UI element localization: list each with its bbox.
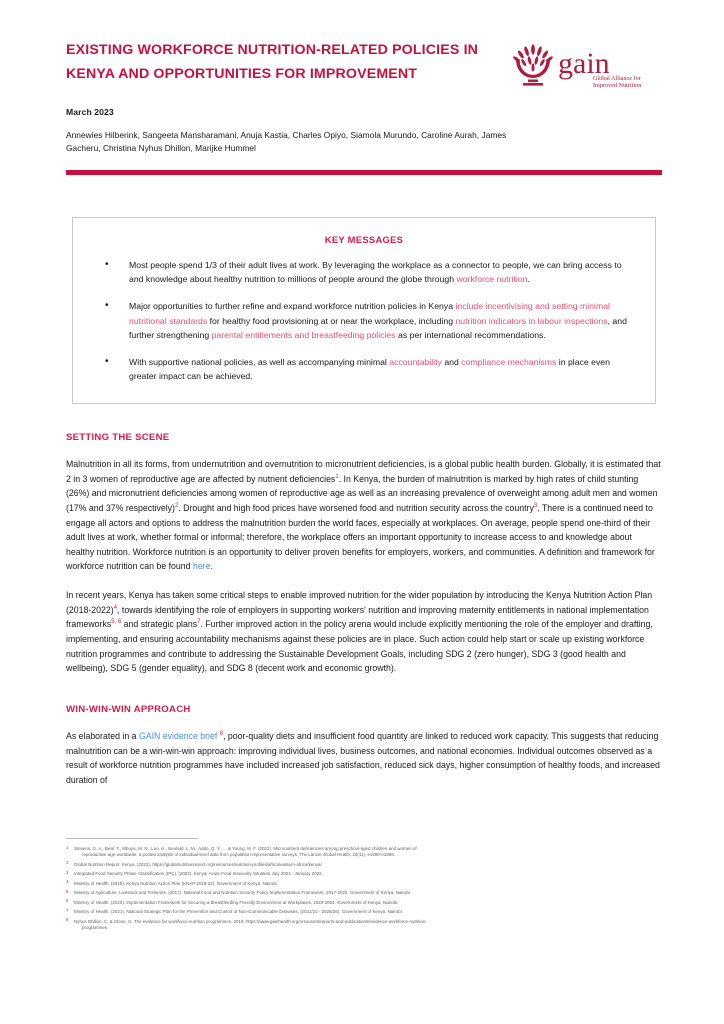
author-list: Annewies Hilberink, Sangeeta Mansharamani, Anuja Kastia, Charles Opiyo, Siamola Murundo, Caroline Aurah, James Gacheru, Christina Nyhus Dhillon, Marijke Hummel [66,130,507,153]
footnote-item [66,919,666,932]
footnote-text: Ministry of Health. (2018). Kenya Nutrition Action Plan (KNAP 2018-22). Government of Kenya. Nairobi. [74,880,278,886]
footnote-reference[interactable]: 8 [219,731,224,738]
footnote-reference[interactable]: 5, 6 [111,619,122,626]
paragraph-text: Malnutrition in all its forms, from undernutrition and overnutrition to micronutrient deficiencies, is a global public health burden. Globally, it is estimated that 2 in 3 women of reproductive age are affected by nutrient deficiencies [66,458,661,484]
footnote-text: Ministry of Health. (2021). National Strategic Plan for the Prevention and Control of Non-Communicable Diseases, (2021/22 - 2025/26). Government of Kenya. Nairobi. [74,909,403,915]
footnote-item [66,890,666,896]
paragraph-text: , poor-quality diets and insufficient food quantity are linked to reduced work capacity. This suggests that reducing malnutrition can be a win-win-win approach: improving individual lives, business outcomes, and national economies. Individual outcomes observed as a result of workforce nutrition programmes have included increased job satisfaction, reduced sick days, higher consumption of healthy foods, and increased duration of [66,731,660,786]
gain-logo [510,38,662,88]
key-message-highlight: accountability [389,356,442,367]
paragraph-text: , towards identifying the role of employers in supporting workers' nutrition and improving maternity entitlements in national implementation frameworks [66,604,649,630]
footnote-continuation: programmes [82,925,108,931]
footnote-item [66,881,666,887]
footnote-item [66,846,666,859]
footnote-number: 8 [66,917,69,923]
footnote-reference[interactable]: 2 [174,502,179,509]
page-title [66,38,506,87]
paragraph-text: In recent years, Kenya has taken some critical steps to enable improved nutrition for the wider population by introducing the Kenya Nutrition Action Plan (2018-2022) [66,590,653,615]
footnote-reference[interactable]: 4 [113,604,118,611]
header-divider [66,170,662,175]
gain-tagline-line2: Improved Nutrition [593,82,642,88]
footnote-text: Integrated Food Security Phase Classification (IPC). (2022). Kenya: Acute Food Insecurity Situation July 2021 - January 2022. [74,871,323,877]
footnote-text: Nyhus Dhillon, C. & Stone, G. The evidence for workforce nutrition programmes. 2019. https://www.gainhealth.org/resources/reports-and-publications/evidence-workforce-nutrition- [74,918,427,924]
paragraph-text: and strategic plans [121,619,198,630]
footnote-reference[interactable]: 7 [197,619,201,626]
paragraph-text: . There is a continued need to engage all actors and options to address the malnutrition burden the world faces, especially at workplaces. On average, people spend one-third of their adult lives at work, whether formal or informal; therefore, the workplace offers an important opportunity to increase access to and knowledge about healthy nutrition. Workforce nutrition is an opportunity to deliver proven benefits for employers, workers, and communities. A definition and framework for workforce nutrition can be found [66,502,655,572]
gain-wordmark: gain [558,47,610,80]
key-message-highlight: workforce nutrition [456,274,528,285]
footnote-item [66,871,666,877]
footnote-number: 3 [66,869,69,875]
key-message-text: Major opportunities to further refine and expand workforce nutrition policies in Kenya [129,301,456,312]
footnote-reference[interactable]: 3 [533,502,538,509]
key-message-highlight: parental entitlements and breastfeeding policies [211,329,396,340]
paragraph-text: . [210,561,213,572]
inline-link[interactable]: here [192,561,211,572]
gain-tagline-line1: Global Alliance for [593,75,641,82]
footnote-divider [66,838,198,839]
body-paragraph [66,729,662,788]
paragraph-text: As elaborated in a [66,731,139,742]
key-message-item [95,299,633,341]
page-title-line2: KENYA AND OPPORTUNITIES FOR IMPROVEMENT [66,66,418,83]
footnote-text: Ministry of Agriculture, Livestock and Fisheries. (2017). National Food and Nutrition Security Policy Implementation Framework, 2017-2022. Government of Kenya. Nairobi. [74,890,412,896]
body-paragraph [66,457,662,574]
footnote-reference[interactable]: 1 [335,473,339,480]
footnote-continuation: reproductive age worldwide: a pooled analysis of individual-level data from population-representative surveys. The Lancet Global Health, 10(11), e1590-e1599. [82,852,395,858]
inline-link[interactable]: GAIN evidence brief [138,731,218,742]
sections-container [66,432,662,788]
footnote-text: Stevens, G. A., Beal, T., Mbuya, M. N., Luo, H., Neufeld, L. M., Addo, O. Y., ... & Young, M. F. (2022). Micronutrient deficiencies among preschool-aged children and women of [74,846,417,851]
body-paragraph [66,588,662,676]
footnote-number: 4 [66,879,69,885]
key-message-text: and [441,356,462,367]
footnote-text: Ministry of Health. (2020). Implementation Framework for Securing a Breastfeeding Friendly Environment at Workplaces, 2020-2024. Government of Kenya. Nairobi. [74,899,399,905]
footnote-item [66,900,666,906]
footnote-list [66,846,666,931]
key-message-highlight: compliance mechanisms [461,356,557,367]
key-message-text: in place even greater impact can be achieved. [129,356,610,381]
key-messages-box [72,217,656,404]
footnote-number: 2 [66,860,69,866]
paragraph-text: . Drought and high food prices have worsened food and nutrition security across the country [178,502,534,513]
key-message-text: . [527,274,530,285]
publication-date: March 2023 [66,107,114,117]
key-messages-heading: KEY MESSAGES [324,234,404,246]
footnote-number: 7 [66,907,69,913]
footnote-text: Global Nutrition Report. Kenya. (2022). https://globalnutritionreport.org/resources/nutrition-profiles/africa/eastern-africa/kenya/ [74,861,322,867]
footnote-item [66,909,666,915]
key-message-highlight: nutrition indicators in labour inspections [455,315,608,326]
title-block [66,38,506,87]
key-message-item [95,258,633,286]
paragraph-text: . In Kenya, the burden of malnutrition is marked by high rates of child stunting (26%) and micronutrient deficiencies among women of reproductive age as well as an increasing prevalence of overweight among adult men and women (17% and 37% respectively) [66,473,658,513]
document-content [66,38,662,788]
key-messages-list [95,258,633,383]
key-message-text: as per international recommendations. [395,329,546,340]
footnote-item [66,862,666,868]
page-title-line1: EXISTING WORKFORCE NUTRITION-RELATED POLICIES IN [66,42,479,58]
key-message-text: , and further strengthening [129,315,627,340]
footnotes-block [66,838,666,935]
footnote-number: 1 [66,844,69,850]
gain-logo-graphic [510,40,662,88]
key-message-text: for healthy food provisioning at or near the workplace, including [207,315,456,326]
section-heading: SETTING THE SCENE [66,431,170,443]
key-message-highlight: include incentivising and setting minimal nutritional standards [129,301,610,326]
key-message-text: Most people spend 1/3 of their adult lives at work. By leveraging the workplace as a connector to people, we can bring access to and knowledge about healthy nutrition to millions of people around the globe through [129,260,622,285]
key-message-item [95,355,633,383]
paragraph-text: . Further improved action in the policy arena would include explicitly mentioning the role of the employer and drafting, implementing, and ensuring accountability mechanisms against these policies are in place. Such action could help start or scale up existing workforce nutrition programmes and contribute to addressing the Sustainable Development Goals, including SDG 2 (zero hunger), SDG 3 (good health and wellbeing), SDG 5 (gender equality), and SDG 8 (decent work and economic growth). [66,619,653,674]
footnote-number: 6 [66,898,69,904]
key-message-text: With supportive national policies, as well as accompanying minimal [129,356,390,367]
section-heading: WIN-WIN-WIN APPROACH [66,704,191,716]
footnote-number: 5 [66,888,69,894]
document-header [66,38,662,88]
